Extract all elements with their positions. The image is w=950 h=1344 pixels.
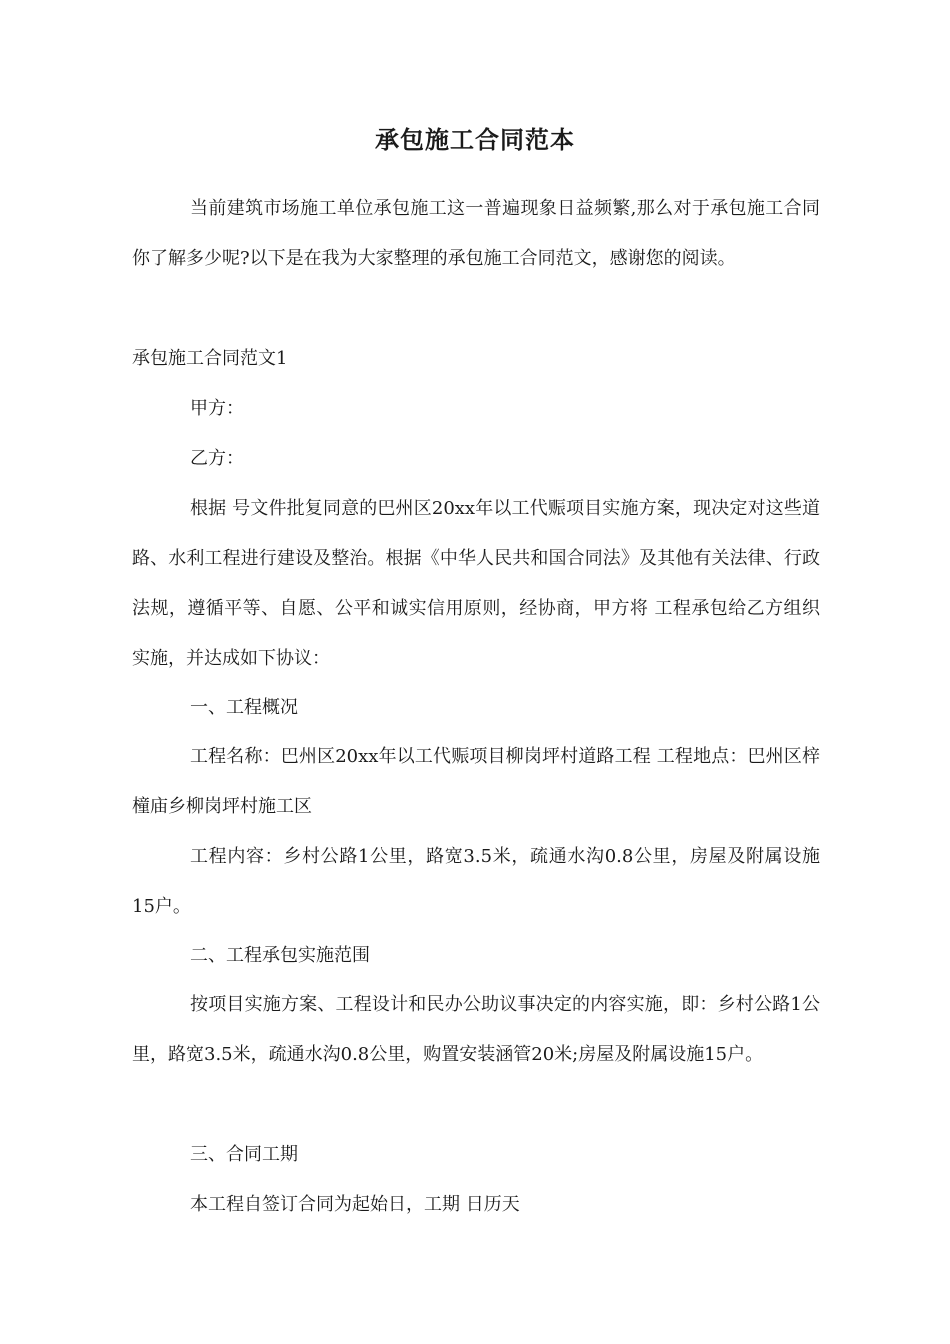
heading-contract-scope: 二、工程承包实施范围 [190,945,370,966]
duration-paragraph: 本工程自签订合同为起始日，工期 日历天 [190,1194,520,1215]
project-content-paragraph: 工程内容：乡村公路1公里，路宽3.5米，疏通水沟0.8公里，房屋及附属设施15户。 [132,846,820,917]
party-a-label: 甲方： [190,398,244,419]
section-title: 承包施工合同范文1 [132,348,288,369]
document-title: 承包施工合同范本 [375,126,575,154]
basis-paragraph: 根据 号文件批复同意的巴州区20xx年以工代赈项目实施方案，现决定对这些道路、水利工程进行建设及整治。根据《中华人民共和国合同法》及其他有关法律、行政法规，遵循平等、自愿、公平和诚实信用原则，经协商，甲方将 工程承包给乙方组织实施，并达成如下协议： [132,498,820,669]
scope-paragraph: 按项目实施方案、工程设计和民办公助议事决定的内容实施，即：乡村公路1公里，路宽3.5米，疏通水沟0.8公里，购置安装涵管20米;房屋及附属设施15户。 [132,994,820,1065]
heading-project-overview: 一、工程概况 [190,697,298,718]
party-b-label: 乙方： [190,448,244,469]
heading-contract-period: 三、合同工期 [190,1144,298,1165]
intro-paragraph: 当前建筑市场施工单位承包施工这一普遍现象日益频繁,那么对于承包施工合同你了解多少呢?以下是在我为大家整理的承包施工合同范文，感谢您的阅读。 [132,198,820,269]
project-name-paragraph: 工程名称：巴州区20xx年以工代赈项目柳岗坪村道路工程 工程地点：巴州区梓橦庙乡柳岗坪村施工区 [132,746,820,817]
